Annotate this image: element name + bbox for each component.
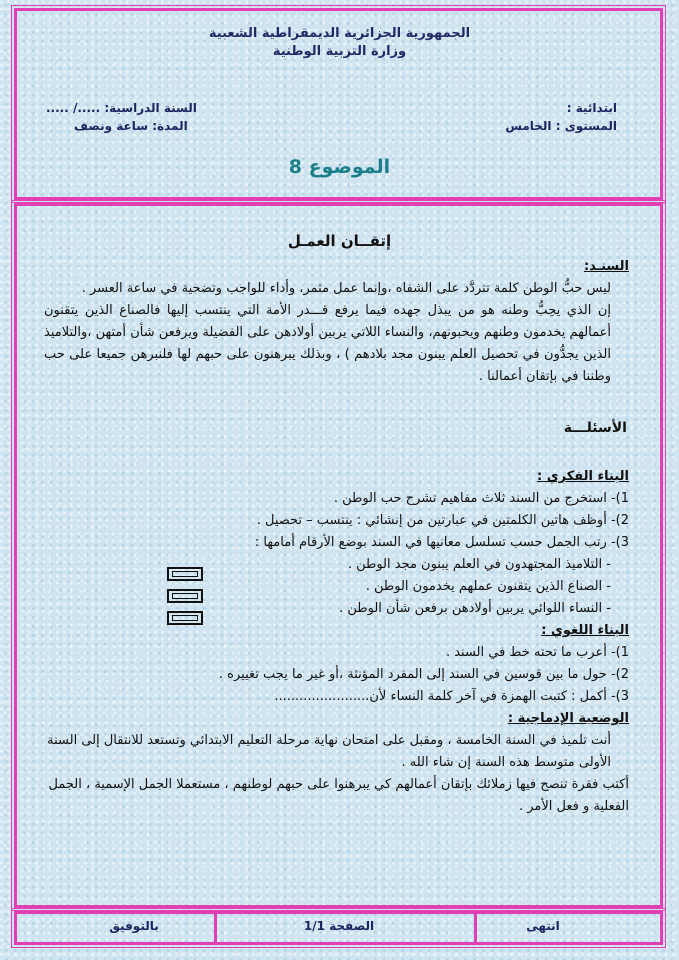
lang-title: البناء اللغوي :	[541, 623, 629, 638]
question-3-item-c: - النساء اللوائي يربين أولادهن برفعن شأن الوطن .	[339, 601, 611, 616]
ministry-title: وزارة التربية الوطنية	[272, 44, 407, 59]
duration-label: المدة: ساعة ونصف	[74, 119, 188, 133]
paragraph-2: إن الذي يحِبُّ وطنه هو من يبذل جهده فيما يرفع قـــدر الأمة التي ينتسب إليها فالصناع الذين يتقنون أعمالهم يخدمون وطنهم ويحبونهم، والنساء اللاتي يربين أولادهن على الفضيلة ويرفعن شأن أمتهن ،والتلاميذ الذين يجدُّون في تحصيل العلم يبنون مجد بلادهم ) ، وبذلك يبرهنون على حبهم لها فلنبرهن جميعا على حب وطننا في بإتقان أعمالنا .	[44, 303, 611, 384]
school-label: ابتدائية :	[566, 101, 617, 115]
question-2: 2)- أوظف هاتين الكلمتين في عبارتين من إنشائي : ينتسب – تحصيل .	[256, 513, 629, 528]
level-label: المستوى : الخامس	[505, 119, 617, 133]
year-label: السنة الدراسية: ...../ .....	[46, 101, 197, 115]
order-box-1[interactable]	[167, 567, 203, 581]
footer-luck: بالتوفيق	[109, 919, 159, 933]
question-3-item-a: - التلاميذ المجتهدون في العلم يبنون مجد الوطن .	[347, 557, 611, 572]
order-box-3[interactable]	[167, 611, 203, 625]
integ-title: الوضعية الإدماجية :	[507, 711, 629, 726]
footer-separator-right	[474, 914, 477, 942]
lang-question-3: 3)- أكمل : كتبت الهمزة في آخر كلمة النساء لأن.......................	[274, 689, 629, 704]
footer-separator-left	[214, 914, 217, 942]
questions-block	[44, 466, 629, 818]
question-3: 3)- رتب الجمل حسب تسلسل معانيها في السند بوضع الأرقام أمامها :	[254, 535, 629, 550]
footer-page: الصفحة 1/1	[303, 919, 375, 933]
order-box-2[interactable]	[167, 589, 203, 603]
question-1: 1)- استخرج من السند ثلاث مفاهيم تشرح حب الوطن .	[333, 491, 629, 506]
integ-text-2: أكتب فقرة تنصح فيها زملائك بإتقان أعمالهم كي يبرهنوا على حبهم لوطنهم ، مستعملا الجمل الإسمية ، الجمل الفعلية و فعل الأمر .	[48, 777, 629, 814]
question-3-item-b: - الصناع الذين يتقنون عملهم يخدمون الوطن .	[365, 579, 611, 594]
source-text	[44, 256, 629, 388]
lang-question-1: 1)- أعرب ما تحته خط في السند .	[445, 645, 629, 660]
republic-title: الجمهورية الجزائرية الديمقراطية الشعبية	[208, 26, 471, 41]
subject-title: الموضوع 8	[288, 156, 391, 178]
source-label: السنـد:	[583, 259, 629, 274]
questions-title: الأسئلـــة	[563, 420, 627, 436]
footer-end: انتهى	[526, 919, 560, 933]
thought-title: البناء الفكري :	[537, 469, 629, 484]
ordering-boxes	[167, 567, 205, 633]
integ-text-1: أنت تلميذ في السنة الخامسة ، ومقبل على امتحان نهاية مرحلة التعليم الابتدائي وتستعد للانتقال إلى السنة الأولى متوسط هذه السنة إن شاء الله .	[47, 733, 611, 770]
lang-question-2: 2)- حول ما بين قوسين في السند إلى المفرد المؤنثة ،أو غير ما يجب تغييره .	[218, 667, 629, 682]
paragraph-1: ليس حبُّ الوطن كلمة تتردَّد على الشفاه ،وإنما عمل مثمر، وأداء للواجب وتضحية في ساعة العسر .	[81, 281, 611, 296]
footer	[14, 911, 663, 945]
lesson-title: إتقــان العمـل	[287, 232, 392, 250]
